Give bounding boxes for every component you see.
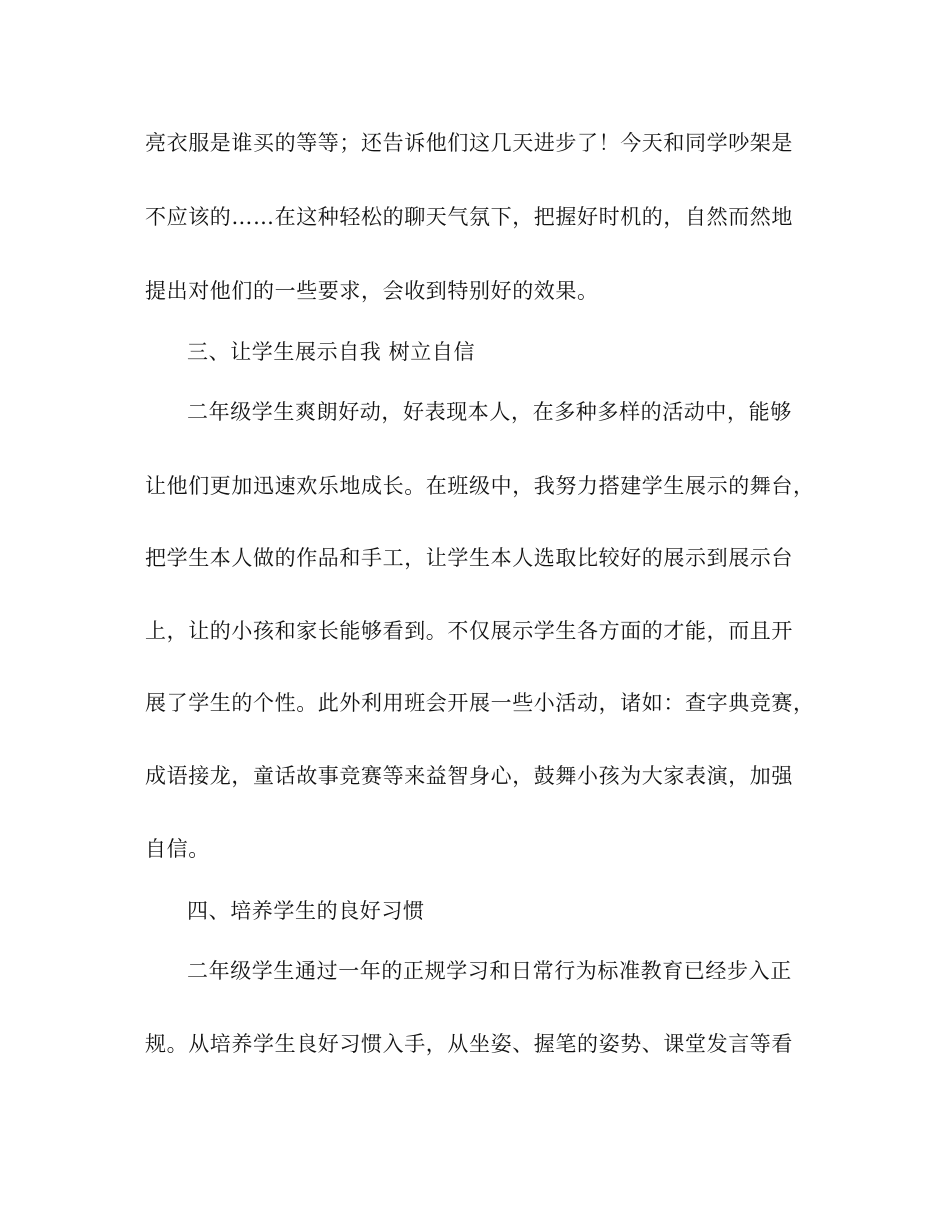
paragraph-line: 成语接龙，童话故事竞赛等来益智身心，鼓舞小孩为大家表演，加强 [145, 764, 793, 788]
paragraph-line: 让他们更加迅速欢乐地成长。在班级中，我努力搭建学生展示的舞台， [145, 474, 815, 498]
paragraph-line: 把学生本人做的作品和手工，让学生本人选取比较好的展示到展示台 [145, 546, 793, 570]
paragraph-line: 二年级学生爽朗好动，好表现本人，在多种多样的活动中，能够 [187, 400, 792, 424]
paragraph-line: 亮衣服是谁买的等等；还告诉他们这几天进步了！今天和同学吵架是 [145, 131, 793, 155]
section-heading-3: 三、让学生展示自我 树立自信 [187, 340, 476, 364]
paragraph-line: 规。从培养学生良好习惯入手，从坐姿、握笔的姿势、课堂发言等看 [145, 1032, 793, 1056]
paragraph-line: 自信。 [145, 837, 210, 861]
paragraph-line: 不应该的……在这种轻松的聊天气氛下，把握好时机的，自然而然地 [145, 205, 793, 229]
paragraph-line: 上，让的小孩和家长能够看到。不仅展示学生各方面的才能，而且开 [145, 619, 793, 643]
section-heading-4: 四、培养学生的良好习惯 [187, 899, 425, 923]
paragraph-line: 展了学生的个性。此外利用班会开展一些小活动，诸如：查字典竞赛， [145, 691, 815, 715]
paragraph-line: 提出对他们的一些要求，会收到特别好的效果。 [145, 279, 599, 303]
paragraph-line: 二年级学生通过一年的正规学习和日常行为标准教育已经步入正 [187, 959, 792, 983]
